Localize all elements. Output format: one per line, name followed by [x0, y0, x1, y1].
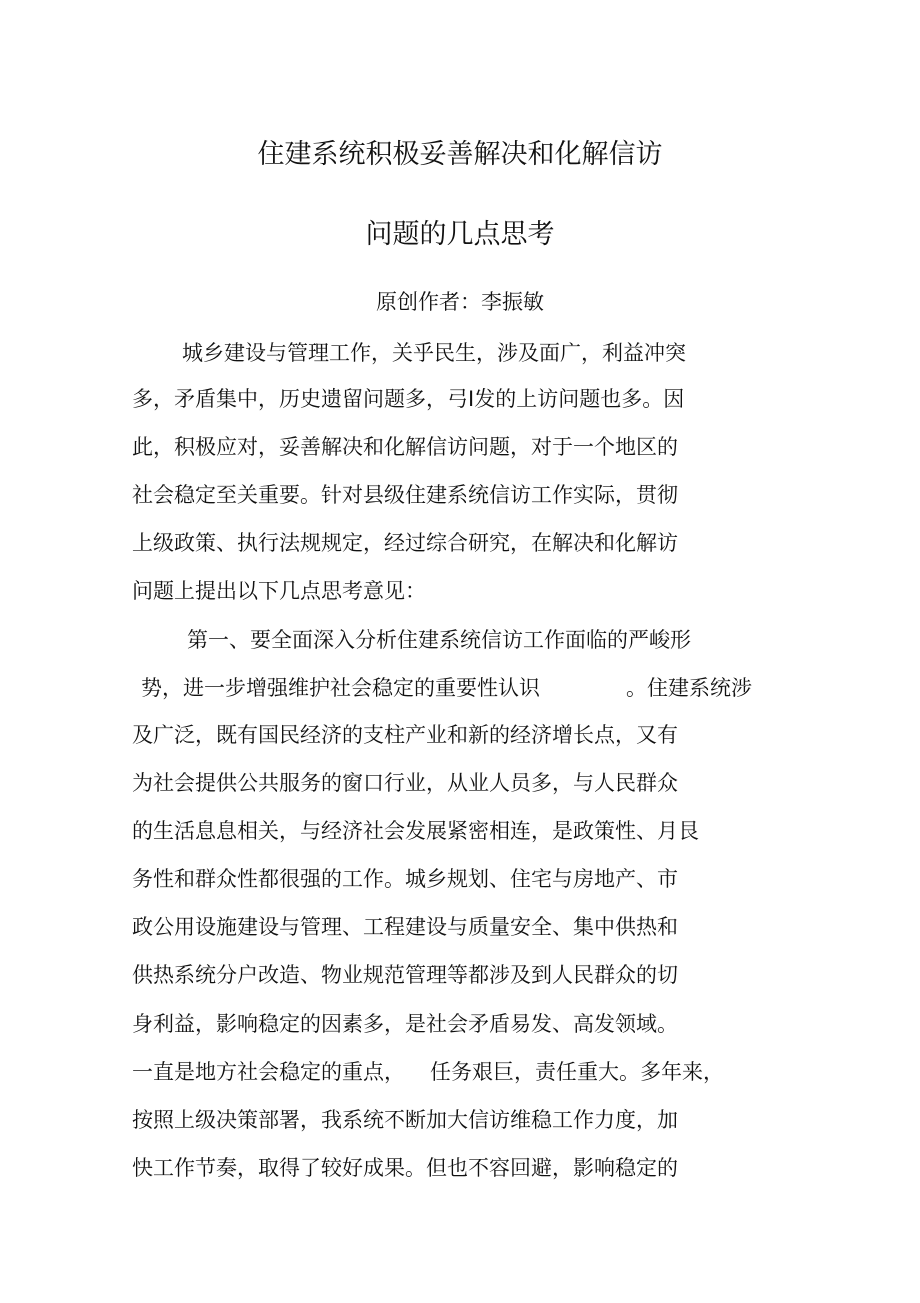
paragraph-2-line: 快工作节奏，取得了较好成果。但也不容回避，影响稳定的	[132, 1156, 678, 1180]
document-author: 原创作者：李振敏	[376, 290, 544, 314]
paragraph-1-line: 问题上提出以下几点思考意见：	[132, 579, 426, 603]
paragraph-1-line: 多，矛盾集中，历史遗留问题多，弓I发的上访问题也多。因	[132, 387, 685, 411]
paragraph-2-line: 及广泛，既有国民经济的支柱产业和新的经济增长点，又有	[132, 723, 678, 747]
paragraph-2-line: 势，进一步增强维护社会稳定的重要性认识	[141, 676, 540, 700]
paragraph-1-line: 城乡建设与管理工作，关乎民生，涉及面广，利益冲突	[182, 341, 686, 365]
paragraph-1-line: 此，积极应对，妥善解决和化解信访问题，对于一个地区的	[132, 435, 678, 459]
paragraph-2-line: 政公用设施建设与管理、工程建设与质量安全、集中供热和	[132, 915, 678, 939]
document-title-line-2: 问题的几点思考	[365, 219, 555, 250]
paragraph-2-line: 的生活息息相关，与经济社会发展紧密相连，是政策性、月艮	[132, 819, 699, 843]
paragraph-2-line: 一直是地方社会稳定的重点，	[132, 1060, 405, 1084]
paragraph-1-line: 上级政策、执行法规规定，经过综合研究，在解决和化解访	[132, 531, 678, 555]
paragraph-2-line: 务性和群众性都很强的工作。城乡规划、住宅与房地产、市	[132, 867, 678, 891]
paragraph-2-line: 身利益，影响稳定的因素多，是社会矛盾易发、高发领域。	[132, 1012, 678, 1036]
paragraph-2-line: 按照上级决策部署，我系统不断加大信访维稳工作力度，加	[132, 1108, 678, 1132]
paragraph-2-line-tail: 。住建系统涉	[626, 676, 752, 700]
paragraph-2-line-tail: 任务艰巨，责任重大。多年来，	[430, 1060, 724, 1084]
paragraph-1-line: 社会稳定至关重要。针对县级住建系统信访工作实际，贯彻	[132, 483, 678, 507]
document-title-line-1: 住建系统积极妥善解决和化解信访	[257, 139, 663, 170]
paragraph-2-line: 第一、要全面深入分析住建系统信访工作面临的严峻形	[187, 628, 691, 652]
paragraph-2-line: 供热系统分户改造、物业规范管理等都涉及到人民群众的切	[132, 963, 678, 987]
paragraph-2-line: 为社会提供公共服务的窗口行业，从业人员多，与人民群众	[132, 771, 678, 795]
